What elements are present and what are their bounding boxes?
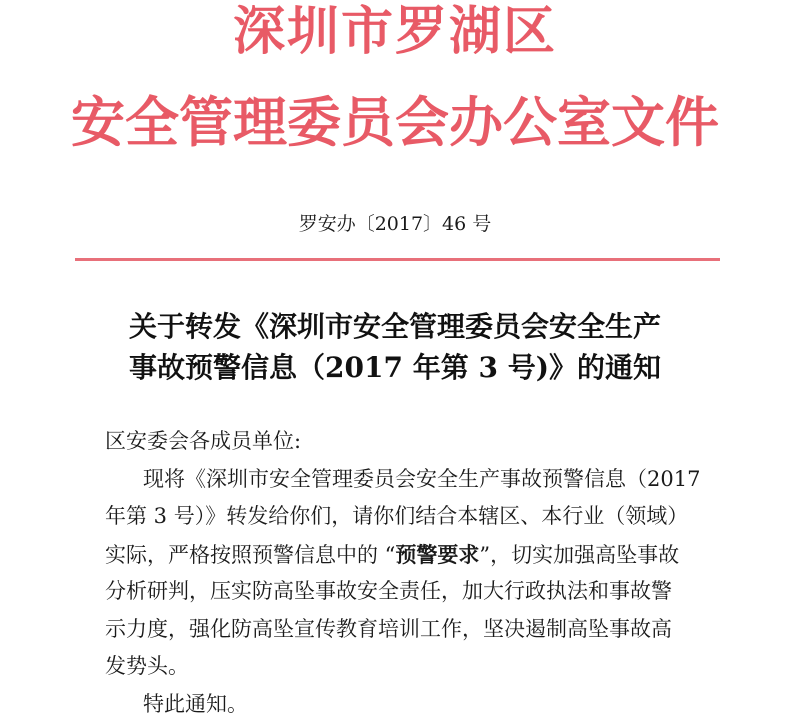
title-line1: 关于转发《深圳市安全管理委员会安全生产 [0, 306, 790, 347]
paragraph-line3 [105, 536, 715, 574]
paragraph-line4: 分析研判，压实防高坠事故安全责任，加大行政执法和事故警 [105, 573, 715, 611]
closing-line: 特此通知。 [105, 686, 715, 723]
paragraph-line2: 年第 3 号）》转发给你们，请你们结合本辖区、本行业（领域） [105, 498, 715, 536]
document-body [105, 423, 715, 723]
paragraph-line1: 现将《深圳市安全管理委员会安全生产事故预警信息（2017 [105, 461, 715, 499]
paragraph-line5: 示力度，强化防高坠宣传教育培训工作，坚决遏制高坠事故高 [105, 611, 715, 649]
document-title [0, 306, 790, 388]
warning-requirements-emphasis: 预警要求 [395, 542, 479, 567]
document-number: 罗安办〔2017〕46 号 [0, 212, 790, 236]
title-line2: 事故预警信息（2017 年第 3 号)》的通知 [0, 347, 790, 388]
paragraph-line3-before: 实际，严格按照预警信息中的 “ [105, 543, 395, 567]
paragraph-line3-after: ”，切实加强高坠事故 [479, 543, 679, 567]
salutation: 区安委会各成员单位: [105, 423, 715, 461]
issuer-header-line2: 安全管理委员会办公室文件 [0, 90, 790, 154]
paragraph-line6: 发势头。 [105, 648, 715, 686]
issuer-header-line1: 深圳市罗湖区 [0, 2, 790, 62]
red-divider-line [75, 258, 720, 261]
